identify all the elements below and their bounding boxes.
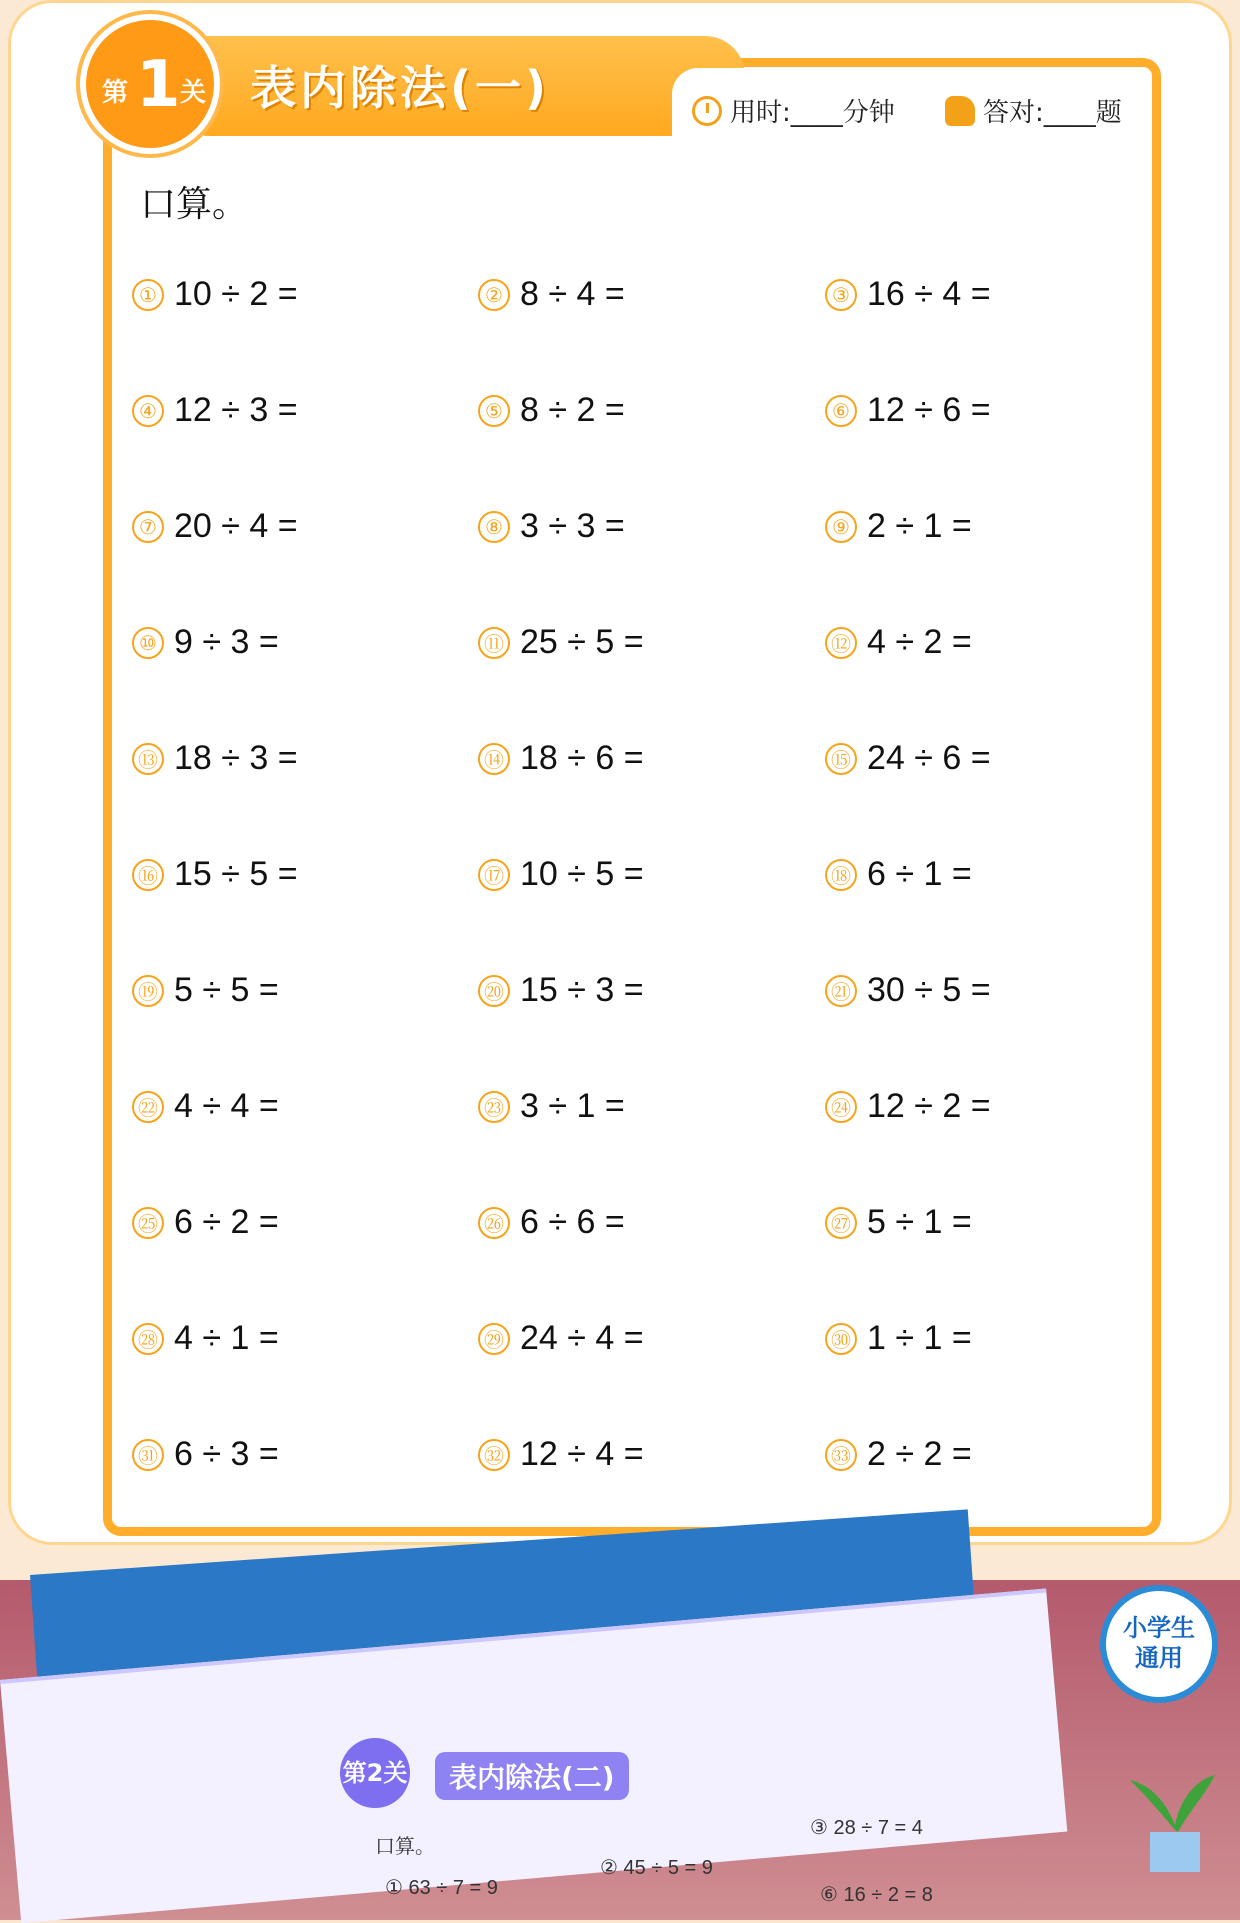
problem-9 [825,507,972,546]
problem-4 [132,391,298,430]
problem-expression: 10 ÷ 2 = [174,275,298,313]
problem-expression: 4 ÷ 1 = [174,1319,279,1357]
plant-icon [1120,1760,1230,1880]
problem-expression: 6 ÷ 3 = [174,1435,279,1473]
problem-expression: 20 ÷ 4 = [174,507,298,545]
level-number: 1 [136,48,181,122]
problem-1 [132,275,298,314]
problem-15 [825,739,991,778]
problem-17 [478,855,644,894]
problem-23 [478,1087,625,1126]
clock-icon [692,96,722,126]
page2-line-2: ② 45 ÷ 5 = 9 [600,1857,713,1879]
problem-expression: 1 ÷ 1 = [867,1319,972,1357]
problem-expression: 12 ÷ 2 = [867,1087,991,1125]
problem-index: ⑭ [478,743,510,775]
problem-expression: 5 ÷ 5 = [174,971,279,1009]
problem-index: ⑬ [132,743,164,775]
page2-instruction: 口算。 [375,1836,435,1858]
problem-24 [825,1087,991,1126]
problem-expression: 3 ÷ 1 = [520,1087,625,1125]
problem-index: ④ [132,395,164,427]
problem-expression: 6 ÷ 1 = [867,855,972,893]
problem-expression: 6 ÷ 2 = [174,1203,279,1241]
problem-expression: 18 ÷ 6 = [520,739,644,777]
problem-10 [132,623,279,662]
time-label: 用时:____分钟 [730,98,895,128]
problem-22 [132,1087,279,1126]
problem-expression: 12 ÷ 4 = [520,1435,644,1473]
problem-index: ㉚ [825,1323,857,1355]
thumb-icon [945,96,975,126]
problem-index: ② [478,279,510,311]
problem-32 [478,1435,644,1474]
problem-expression: 10 ÷ 5 = [520,855,644,893]
problem-33 [825,1435,972,1474]
problem-expression: 4 ÷ 4 = [174,1087,279,1125]
problem-6 [825,391,991,430]
sticker [1100,1585,1218,1703]
page2-line-3: ③ 28 ÷ 7 = 4 [810,1817,923,1839]
correct-label: 答对:____题 [983,98,1122,128]
problem-expression: 24 ÷ 6 = [867,739,991,777]
problem-expression: 12 ÷ 6 = [867,391,991,429]
problem-21 [825,971,991,1010]
problem-index: ① [132,279,164,311]
problem-28 [132,1319,279,1358]
problem-14 [478,739,644,778]
problem-5 [478,391,625,430]
problem-index: ⑲ [132,975,164,1007]
page2-badge: 第2关 [340,1738,410,1808]
page-title: 表内除法(一) [250,61,551,115]
problem-expression: 8 ÷ 4 = [520,275,625,313]
level-prefix: 第 [102,78,129,108]
problem-index: ㉝ [825,1439,857,1471]
problem-index: ㉙ [478,1323,510,1355]
problem-expression: 9 ÷ 3 = [174,623,279,661]
problem-index: ⑳ [478,975,510,1007]
problem-index: ⑤ [478,395,510,427]
problem-index: ⑥ [825,395,857,427]
problem-index: ⑯ [132,859,164,891]
level-suffix: 关 [180,78,207,108]
problem-19 [132,971,279,1010]
problem-expression: 30 ÷ 5 = [867,971,991,1009]
problem-expression: 5 ÷ 1 = [867,1203,972,1241]
problem-expression: 3 ÷ 3 = [520,507,625,545]
problem-expression: 4 ÷ 2 = [867,623,972,661]
problem-30 [825,1319,972,1358]
problem-expression: 16 ÷ 4 = [867,275,991,313]
problem-index: ㉔ [825,1091,857,1123]
problem-index: ⑪ [478,627,510,659]
problem-3 [825,275,991,314]
problem-expression: 18 ÷ 3 = [174,739,298,777]
problem-index: ㉒ [132,1091,164,1123]
problem-index: ㉘ [132,1323,164,1355]
problem-expression: 24 ÷ 4 = [520,1319,644,1357]
page2-line-1: ① 63 ÷ 7 = 9 [385,1877,498,1899]
problem-11 [478,623,644,662]
level-badge [80,14,220,154]
problem-expression: 8 ÷ 2 = [520,391,625,429]
problem-expression: 2 ÷ 1 = [867,507,972,545]
problem-25 [132,1203,279,1242]
problem-27 [825,1203,972,1242]
problem-index: ㉗ [825,1207,857,1239]
problem-26 [478,1203,625,1242]
correct-status [945,92,1122,129]
problem-index: ㉓ [478,1091,510,1123]
problem-expression: 12 ÷ 3 = [174,391,298,429]
problem-index: ⑨ [825,511,857,543]
problem-18 [825,855,972,894]
problem-index: ③ [825,279,857,311]
problem-index: ⑫ [825,627,857,659]
problem-expression: 6 ÷ 6 = [520,1203,625,1241]
problem-12 [825,623,972,662]
problem-index: ㉖ [478,1207,510,1239]
problem-index: ⑮ [825,743,857,775]
problem-index: ⑰ [478,859,510,891]
problem-2 [478,275,625,314]
problem-8 [478,507,625,546]
problem-31 [132,1435,279,1474]
problem-index: ⑩ [132,627,164,659]
instruction: 口算。 [140,184,249,225]
problem-index: ㉜ [478,1439,510,1471]
problem-16 [132,855,298,894]
problem-expression: 2 ÷ 2 = [867,1435,972,1473]
problem-29 [478,1319,644,1358]
problem-expression: 15 ÷ 3 = [520,971,644,1009]
problem-expression: 25 ÷ 5 = [520,623,644,661]
time-status [692,92,895,129]
problem-20 [478,971,644,1010]
problem-index: ⑱ [825,859,857,891]
problem-index: ⑦ [132,511,164,543]
problem-7 [132,507,298,546]
page2-line-4: ⑥ 16 ÷ 2 = 8 [820,1884,933,1906]
sticker-text: 小学生 通用 [1123,1614,1195,1672]
problem-index: ㉕ [132,1207,164,1239]
problem-expression: 15 ÷ 5 = [174,855,298,893]
problem-index: ㉑ [825,975,857,1007]
problem-index: ㉛ [132,1439,164,1471]
problem-index: ⑧ [478,511,510,543]
problem-13 [132,739,298,778]
page2-title: 表内除法(二) [435,1752,629,1800]
